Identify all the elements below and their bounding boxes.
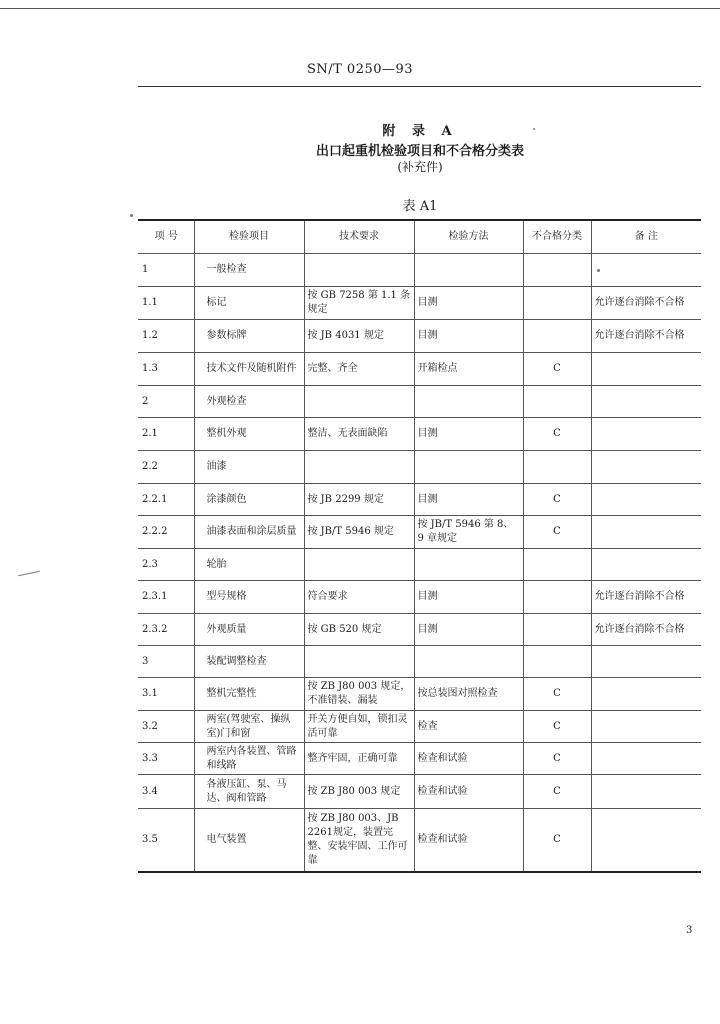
cell-item: 整机外观 <box>194 418 304 451</box>
cell-method: 检查和试验 <box>414 775 523 809</box>
page-number: 3 <box>686 925 693 936</box>
scan-speck <box>533 128 535 130</box>
cell-method: 检查 <box>414 711 523 743</box>
cell-no: 3 <box>138 646 194 678</box>
cell-item: 各液压缸、泵、马达、阀和管路 <box>194 775 304 809</box>
table-row <box>138 614 701 646</box>
cell-remark <box>591 743 701 775</box>
cell-remark: 允许逐台消除不合格 <box>591 581 701 614</box>
cell-method: 目测 <box>414 581 523 614</box>
cell-method: 按 JB/T 5946 第 8、9 章规定 <box>414 516 523 549</box>
appendix-note: (补充件) <box>397 160 443 174</box>
cell-requirement <box>304 254 414 287</box>
cell-item: 涂漆颜色 <box>194 484 304 516</box>
table-row <box>138 646 701 678</box>
cell-no: 2.3.1 <box>138 581 194 614</box>
cell-no: 2.2.1 <box>138 484 194 516</box>
cell-remark <box>591 809 701 872</box>
table-row <box>138 287 701 320</box>
cell-item: 电气装置 <box>194 809 304 872</box>
table-row <box>138 549 701 581</box>
cell-class <box>523 320 591 353</box>
cell-no: 3.3 <box>138 743 194 775</box>
cell-method: 目测 <box>414 614 523 646</box>
cell-class: C <box>523 743 591 775</box>
table-row <box>138 678 701 711</box>
cell-class: C <box>523 484 591 516</box>
table-row <box>138 451 701 484</box>
cell-class <box>523 451 591 484</box>
cell-method <box>414 451 523 484</box>
cell-no: 2.1 <box>138 418 194 451</box>
table-row <box>138 581 701 614</box>
cell-no: 1.3 <box>138 353 194 386</box>
cell-requirement: 按 ZB J80 003、JB 2261规定，装置完整、安装牢固、工作可靠 <box>304 809 414 872</box>
cell-no: 3.4 <box>138 775 194 809</box>
table-row <box>138 386 701 418</box>
table-caption: 表 A1 <box>402 199 438 214</box>
cell-requirement: 按 JB 4031 规定 <box>304 320 414 353</box>
cell-method: 检查和试验 <box>414 809 523 872</box>
table-row <box>138 353 701 386</box>
cell-class: C <box>523 809 591 872</box>
header-rule <box>138 86 701 87</box>
cell-class <box>523 549 591 581</box>
header-class: 不合格分类 <box>523 220 591 254</box>
scan-speck <box>130 214 133 217</box>
cell-no: 1 <box>138 254 194 287</box>
cell-remark <box>591 549 701 581</box>
cell-remark <box>591 484 701 516</box>
cell-remark: 允许逐台消除不合格 <box>591 614 701 646</box>
cell-no: 2 <box>138 386 194 418</box>
cell-remark <box>591 678 701 711</box>
cell-remark: 允许逐台消除不合格 <box>591 320 701 353</box>
cell-item: 外观检查 <box>194 386 304 418</box>
cell-class: C <box>523 418 591 451</box>
appendix-label: 附 录 A <box>382 124 458 139</box>
cell-remark: 允许逐台消除不合格 <box>591 287 701 320</box>
cell-requirement: 完整、齐全 <box>304 353 414 386</box>
cell-method: 按总装图对照检查 <box>414 678 523 711</box>
cell-remark <box>591 386 701 418</box>
header-remark: 备 注 <box>591 220 701 254</box>
table-row <box>138 809 701 872</box>
cell-method: 检查和试验 <box>414 743 523 775</box>
cell-class <box>523 287 591 320</box>
cell-remark <box>591 646 701 678</box>
cell-no: 3.1 <box>138 678 194 711</box>
cell-class <box>523 581 591 614</box>
cell-method: 开箱检点 <box>414 353 523 386</box>
cell-remark <box>591 254 701 287</box>
cell-item: 油漆 <box>194 451 304 484</box>
cell-class <box>523 614 591 646</box>
cell-requirement: 整齐牢固，正确可靠 <box>304 743 414 775</box>
table-row <box>138 775 701 809</box>
cell-class: C <box>523 516 591 549</box>
cell-no: 1.2 <box>138 320 194 353</box>
header-no: 项 号 <box>138 220 194 254</box>
cell-requirement: 按 GB 7258 第 1.1 条规定 <box>304 287 414 320</box>
cell-requirement: 按 GB 520 规定 <box>304 614 414 646</box>
cell-item: 外观质量 <box>194 614 304 646</box>
header-requirement: 技术要求 <box>304 220 414 254</box>
table-row <box>138 320 701 353</box>
cell-requirement: 按 JB 2299 规定 <box>304 484 414 516</box>
cell-item: 整机完整性 <box>194 678 304 711</box>
cell-remark <box>591 775 701 809</box>
cell-class: C <box>523 775 591 809</box>
cell-requirement <box>304 386 414 418</box>
cell-no: 2.2 <box>138 451 194 484</box>
cell-item: 油漆表面和涂层质量 <box>194 516 304 549</box>
cell-class <box>523 386 591 418</box>
cell-method <box>414 549 523 581</box>
cell-item: 一般检查 <box>194 254 304 287</box>
cell-no: 2.3.2 <box>138 614 194 646</box>
cell-item: 两室(驾驶室、操纵室)门和窗 <box>194 711 304 743</box>
cell-requirement: 整洁、无表面缺陷 <box>304 418 414 451</box>
cell-no: 2.3 <box>138 549 194 581</box>
header-item: 检验项目 <box>194 220 304 254</box>
cell-remark <box>591 711 701 743</box>
cell-requirement <box>304 549 414 581</box>
cell-method: 目测 <box>414 320 523 353</box>
table-header-row <box>138 220 701 254</box>
cell-no: 1.1 <box>138 287 194 320</box>
cell-requirement <box>304 451 414 484</box>
cell-requirement: 符合要求 <box>304 581 414 614</box>
cell-no: 3.2 <box>138 711 194 743</box>
table-row <box>138 711 701 743</box>
cell-method <box>414 646 523 678</box>
cell-requirement: 按 ZB J80 003 规定，不准错装、漏装 <box>304 678 414 711</box>
cell-item: 标记 <box>194 287 304 320</box>
cell-remark <box>591 418 701 451</box>
cell-remark <box>591 353 701 386</box>
cell-method: 目测 <box>414 418 523 451</box>
cell-method <box>414 386 523 418</box>
cell-class <box>523 254 591 287</box>
cell-no: 3.5 <box>138 809 194 872</box>
cell-class: C <box>523 678 591 711</box>
scan-speck <box>597 269 600 272</box>
cell-method <box>414 254 523 287</box>
table-row <box>138 484 701 516</box>
table-row <box>138 418 701 451</box>
cell-item: 技术文件及随机附件 <box>194 353 304 386</box>
scan-mark <box>18 571 40 577</box>
cell-item: 型号规格 <box>194 581 304 614</box>
table-row <box>138 254 701 287</box>
cell-class <box>523 646 591 678</box>
header-method: 检验方法 <box>414 220 523 254</box>
cell-item: 两室内各装置、管路和线路 <box>194 743 304 775</box>
cell-remark <box>591 516 701 549</box>
cell-remark <box>591 451 701 484</box>
table-row <box>138 743 701 775</box>
table-row <box>138 516 701 549</box>
cell-no: 2.2.2 <box>138 516 194 549</box>
document-code: SN/T 0250—93 <box>306 62 414 77</box>
cell-item: 轮胎 <box>194 549 304 581</box>
cell-item: 参数标牌 <box>194 320 304 353</box>
cell-method: 目测 <box>414 484 523 516</box>
cell-method: 目测 <box>414 287 523 320</box>
inspection-table <box>138 219 701 873</box>
cell-requirement <box>304 646 414 678</box>
cell-requirement: 开关方便自如，锁扣灵活可靠 <box>304 711 414 743</box>
cell-requirement: 按 JB/T 5946 规定 <box>304 516 414 549</box>
cell-class: C <box>523 353 591 386</box>
cell-class: C <box>523 711 591 743</box>
cell-requirement: 按 ZB J80 003 规定 <box>304 775 414 809</box>
appendix-title: 出口起重机检验项目和不合格分类表 <box>315 144 524 159</box>
cell-item: 装配调整检查 <box>194 646 304 678</box>
top-rule <box>0 8 720 9</box>
